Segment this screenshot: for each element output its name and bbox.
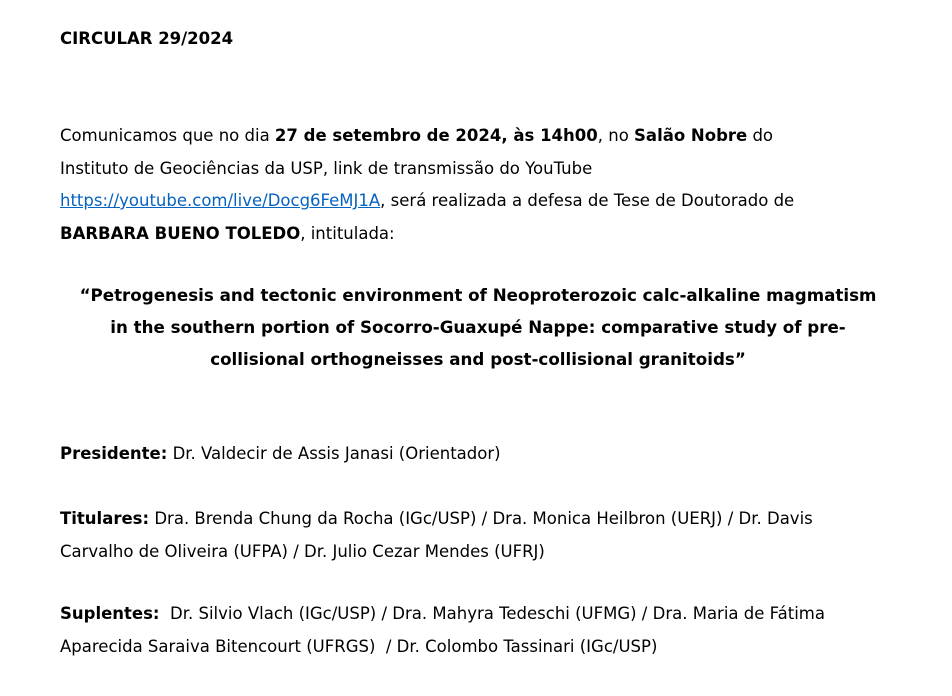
thesis-title-line-1: “Petrogenesis and tectonic environment of Neoproterozoic calc-alkaline magmatism — [79, 285, 877, 305]
suplentes-text: Dr. Silvio Vlach (IGc/USP) / Dra. Mahyra Tedeschi (UFMG) / Dra. Maria de Fátima — [159, 604, 825, 623]
circular-heading: CIRCULAR 29/2024 — [60, 29, 234, 48]
intro-text: do — [747, 126, 774, 145]
date-separator: , — [501, 126, 514, 145]
titulares-label: Titulares: — [60, 509, 150, 528]
intro-text: , será realizada a defesa de Tese de Doutorado de — [380, 191, 795, 210]
presidente-section — [60, 438, 910, 471]
presidente-text: Dr. Valdecir de Assis Janasi (Orientador) — [167, 444, 501, 463]
suplentes-line-1 — [60, 598, 910, 631]
intro-text: , no — [597, 126, 635, 145]
intro-line-1 — [60, 120, 900, 153]
thesis-title-line-3: collisional orthogneisses and post-collisional granitoids” — [210, 349, 746, 369]
intro-text: , intitulada: — [300, 223, 395, 243]
intro-text: Comunicamos que no dia — [60, 126, 275, 145]
suplentes-section — [60, 598, 910, 663]
presidente-label: Presidente: — [60, 444, 168, 463]
defense-date: 27 de setembro de 2024 — [274, 126, 502, 145]
intro-paragraph — [60, 120, 900, 250]
thesis-title — [46, 279, 910, 375]
presidente-line — [60, 438, 910, 471]
intro-line-4 — [60, 218, 900, 251]
youtube-link[interactable]: https://youtube.com/live/Docg6FeMJ1A — [60, 191, 381, 210]
thesis-title-line-2: in the southern portion of Socorro-Guaxupé Nappe: comparative study of pre- — [110, 317, 846, 337]
titulares-section — [60, 503, 910, 568]
defense-venue: Salão Nobre — [634, 126, 748, 145]
intro-line-3 — [60, 185, 900, 218]
defense-time: às 14h00 — [513, 126, 598, 145]
suplentes-line-2: Aparecida Saraiva Bitencourt (UFRGS) / Dr. Colombo Tassinari (IGc/USP) — [60, 636, 658, 656]
titulares-line-1 — [60, 503, 910, 536]
candidate-name: BARBARA BUENO TOLEDO — [60, 223, 301, 243]
titulares-line-2: Carvalho de Oliveira (UFPA) / Dr. Julio Cezar Mendes (UFRJ) — [60, 541, 545, 561]
titulares-text: Dra. Brenda Chung da Rocha (IGc/USP) / Dra. Monica Heilbron (UERJ) / Dr. Davis — [149, 509, 813, 528]
suplentes-label: Suplentes: — [60, 604, 160, 623]
intro-line-2: Instituto de Geociências da USP, link de transmissão do YouTube — [60, 158, 593, 178]
